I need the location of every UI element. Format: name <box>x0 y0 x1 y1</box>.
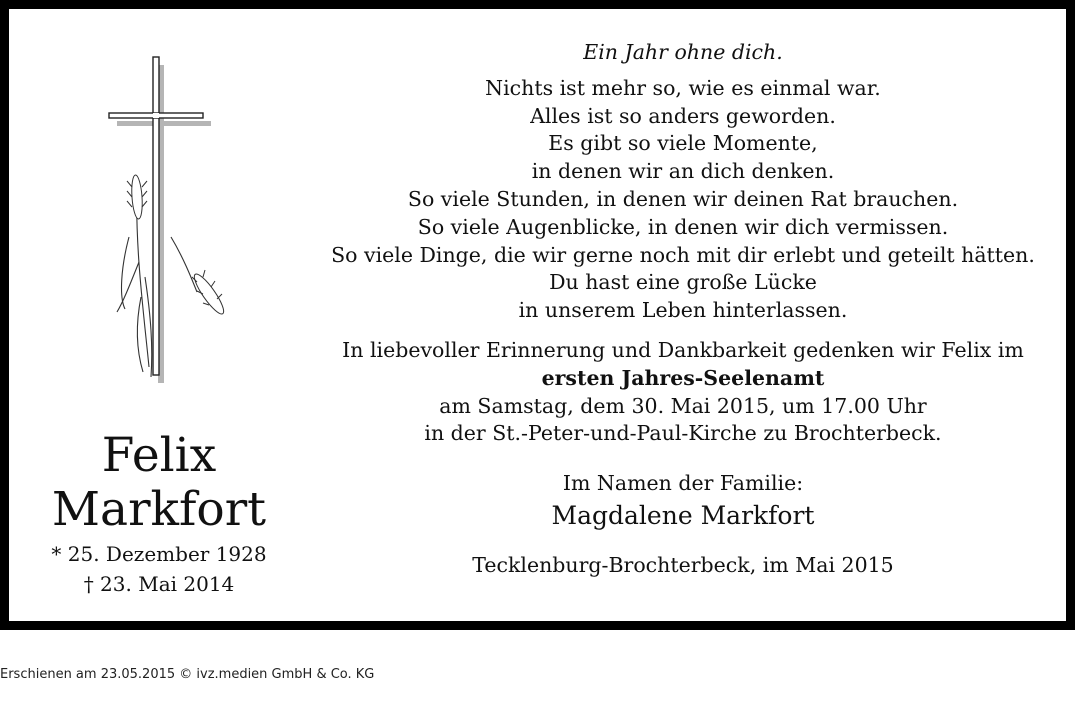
heading: Ein Jahr ohne dich. <box>583 40 783 64</box>
left-column <box>9 9 309 621</box>
life-dates <box>9 539 309 599</box>
cross-with-wheat-icon <box>99 47 239 387</box>
poem-line: Du hast eine große Lücke <box>549 270 817 295</box>
right-column <box>309 39 1057 580</box>
service-name: ersten Jahres-Seelenamt <box>541 365 825 390</box>
publication-footer: Erschienen am 23.05.2015 © ivz.medien GmbH & Co. KG <box>0 667 375 682</box>
poem-line: in denen wir an dich denken. <box>531 159 835 184</box>
last-name: Markfort <box>51 482 267 537</box>
family-intro: Im Namen der Familie: <box>562 471 804 496</box>
poem-line: in unserem Leben hinterlassen. <box>518 298 848 323</box>
poem-line: So viele Stunden, in denen wir deinen Rat brauchen. <box>407 186 959 211</box>
poem-line: Alles ist so anders geworden. <box>530 103 836 128</box>
poem-line: Nichts ist mehr so, wie es einmal war. <box>485 75 881 100</box>
place-date: Tecklenburg-Brochterbeck, im Mai 2015 <box>472 552 894 577</box>
poem-line: Es gibt so viele Momente, <box>548 131 818 156</box>
poem-line: So viele Augenblicke, in denen wir dich vermissen. <box>417 214 949 239</box>
invitation <box>309 337 1057 448</box>
first-name: Felix <box>101 428 217 483</box>
poem-line: So viele Dinge, die wir gerne noch mit dir erlebt und geteilt hätten. <box>331 242 1035 267</box>
poem <box>309 75 1057 325</box>
birth-date: * 25. Dezember 1928 <box>51 542 267 566</box>
service-date: am Samstag, dem 30. Mai 2015, um 17.00 Uhr <box>439 393 927 418</box>
death-date: † 23. Mai 2014 <box>83 572 235 596</box>
invitation-line: In liebevoller Erinnerung und Dankbarkeit gedenken wir Felix im <box>342 337 1024 362</box>
deceased-name <box>9 429 309 537</box>
service-location: in der St.-Peter-und-Paul-Kirche zu Brochterbeck. <box>424 421 942 446</box>
signer-name: Magdalene Markfort <box>551 500 815 530</box>
